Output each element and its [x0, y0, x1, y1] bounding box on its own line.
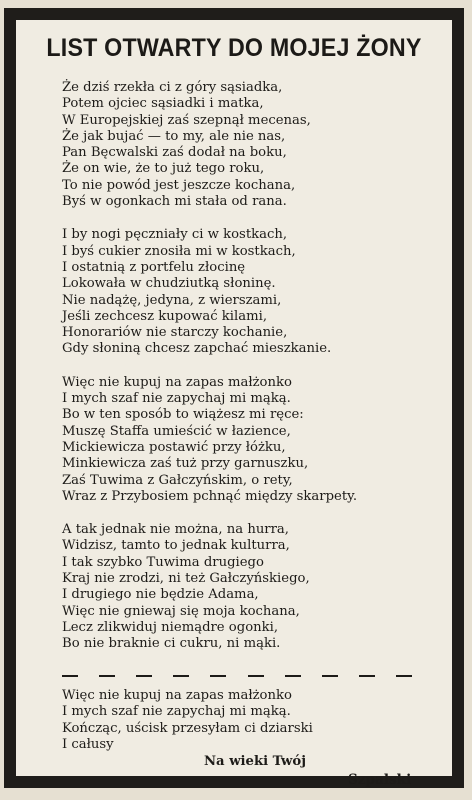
stanza-2: [62, 227, 462, 357]
poem-body: [62, 80, 462, 653]
poem-line: Byś w ogonkach mi stała od rana.: [62, 194, 287, 210]
poem-line: I byś cukier znosiła mi w kostkach,: [62, 243, 296, 259]
dash: [62, 675, 78, 677]
poem-line: I ostatnią z portfelu złocinę: [62, 259, 246, 275]
poem-line: W Europejskiej zaś szepnął mecenas,: [62, 112, 311, 128]
poem-line: To nie powód jest jeszcze kochana,: [62, 177, 296, 193]
article-frame: [4, 8, 464, 788]
dash: [322, 675, 338, 677]
poem-line: A tak jednak nie można, na hurra,: [62, 522, 289, 538]
dash: [173, 675, 189, 677]
poem-line: Że on wie, że to już tego roku,: [62, 161, 265, 177]
dash-separator: [62, 675, 412, 677]
stanza-1: [62, 80, 462, 210]
poem-line: I by nogi pęczniały ci w kostkach,: [62, 227, 288, 243]
dash: [99, 675, 115, 677]
closing-line: Na wieki Twój: [204, 754, 306, 769]
stanza-5: [62, 688, 462, 753]
stanza-gap: [62, 505, 462, 522]
poem-line: I tak szybko Tuwima drugiego: [62, 554, 264, 570]
stanza-3: [62, 375, 462, 505]
poem-line: Nie nadążę, jedyna, z wierszami,: [62, 292, 282, 308]
poem-line: Gdy słoniną chcesz zapchać mieszkanie.: [62, 341, 332, 357]
dash: [136, 675, 152, 677]
poem-line: Bo w ten sposób to wiążesz mi ręce:: [62, 407, 304, 423]
stanza-gap: [62, 210, 462, 227]
stanza-gap: [62, 358, 462, 375]
dash: [396, 675, 412, 677]
dash: [285, 675, 301, 677]
poem-line: Honorariów nie starczy kochanie,: [62, 325, 288, 341]
poem-line: Więc nie gniewaj się moja kochana,: [62, 603, 300, 619]
poem-line: Wraz z Przybosiem pchnąć między skarpety.: [62, 488, 358, 504]
dash: [248, 675, 264, 677]
dash: [359, 675, 375, 677]
poem-line: Bo nie braknie ci cukru, ni mąki.: [62, 636, 281, 652]
poem-line: Kończąc, uścisk przesyłam ci dziarski: [62, 720, 313, 736]
poem-line: Jeśli zechcesz kupować kilami,: [62, 308, 268, 324]
poem-line: I całusy: [62, 736, 114, 752]
poem-line: Kraj nie zrodzi, ni też Gałczyńskiego,: [62, 571, 310, 587]
poem-line: Lokowała w chudziutką słoninę.: [62, 276, 276, 292]
poem-line: Mickiewicza postawić przy łóżku,: [62, 439, 286, 455]
article-title: LIST OTWARTY DO MOJEJ ŻONY: [46, 34, 422, 62]
poem-line: Pan Bęcwalski zaś dodał na boku,: [62, 145, 287, 161]
poem-line: Więc nie kupuj na zapas małżonko: [62, 688, 292, 703]
dash: [210, 675, 226, 677]
poem-line: Widzisz, tamto to jednak kulturra,: [62, 538, 290, 554]
poem-line: Minkiewicza zaś tuż przy garnuszku,: [62, 456, 309, 472]
poem-line: Lecz zlikwiduj niemądre ogonki,: [62, 619, 279, 635]
author-signature: Szpalski: [348, 772, 412, 788]
poem-line: I drugiego nie będzie Adama,: [62, 587, 259, 603]
poem-line: Więc nie kupuj na zapas małżonko: [62, 374, 292, 390]
poem-line: Muszę Staffa umieścić w łazience,: [62, 423, 291, 439]
poem-line: Zaś Tuwima z Gałczyńskim, o rety,: [62, 472, 293, 488]
poem-line: Że jak bujać — to my, ale nie nas,: [62, 128, 286, 144]
poem-line: Że dziś rzekła ci z góry sąsiadka,: [62, 80, 283, 95]
stanza-4: [62, 522, 462, 652]
poem-line: I mych szaf nie zapychaj mi mąką.: [62, 391, 291, 407]
poem-line: Potem ojciec sąsiadki i matka,: [62, 96, 264, 112]
poem-line: I mych szaf nie zapychaj mi mąką.: [62, 704, 291, 720]
